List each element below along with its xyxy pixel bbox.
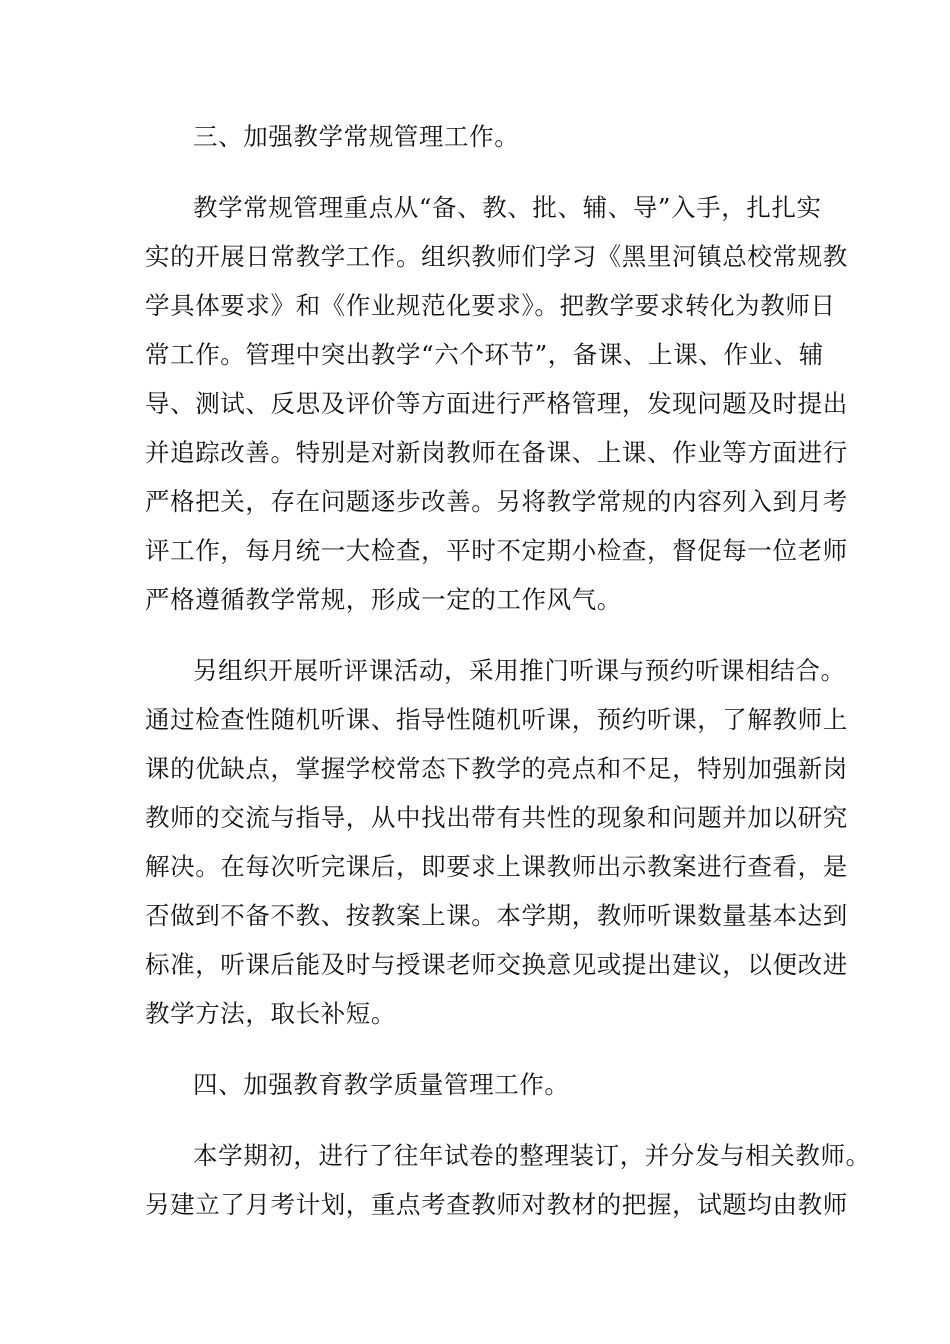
paragraph-line: 常工作。管理中突出教学“六个环节”，备课、上课、作业、辅 bbox=[145, 340, 824, 369]
paragraph-line: 否做到不备不教、按教案上课。本学期，教师听课数量基本达到 bbox=[145, 901, 848, 930]
paragraph-line: 教学常规管理重点从“备、教、批、辅、导”入手，扎扎实 bbox=[193, 193, 822, 222]
section-heading-3: 三、加强教学常规管理工作。 bbox=[193, 122, 520, 151]
paragraph-line: 本学期初，进行了往年试卷的整理装订，并分发与相关教师。 bbox=[193, 1141, 871, 1170]
paragraph-line: 解决。在每次听完课后，即要求上课教师出示教案进行查看，是 bbox=[145, 852, 848, 881]
paragraph-line: 并追踪改善。特别是对新岗教师在备课、上课、作业等方面进行 bbox=[145, 438, 848, 467]
paragraph-line: 实的开展日常教学工作。组织教师们学习《黑里河镇总校常规教 bbox=[145, 242, 848, 271]
paragraph-line: 另组织开展听评课活动，采用推门听课与预约听课相结合。 bbox=[193, 656, 846, 685]
paragraph-line: 标准，听课后能及时与授课老师交换意见或提出建议，以便改进 bbox=[145, 950, 848, 979]
paragraph-line: 评工作，每月统一大检查，平时不定期小检查，督促每一位老师 bbox=[145, 536, 848, 565]
paragraph-line: 导、测试、反思及评价等方面进行严格管理，发现问题及时提出 bbox=[145, 389, 848, 418]
paragraph-line: 教学方法，取长补短。 bbox=[145, 999, 396, 1028]
paragraph-line: 通过检查性随机听课、指导性随机听课，预约听课，了解教师上 bbox=[145, 705, 848, 734]
paragraph-line: 学具体要求》和《作业规范化要求》。把教学要求转化为教师日 bbox=[145, 291, 836, 320]
paragraph-line: 严格把关，存在问题逐步改善。另将教学常规的内容列入到月考 bbox=[145, 487, 848, 516]
paragraph-line: 课的优缺点，掌握学校常态下教学的亮点和不足，特别加强新岗 bbox=[145, 754, 848, 783]
paragraph-line: 另建立了月考计划，重点考查教师对教材的把握，试题均由教师 bbox=[145, 1190, 848, 1219]
paragraph-line: 严格遵循教学常规，形成一定的工作风气。 bbox=[145, 585, 622, 614]
paragraph-line: 教师的交流与指导，从中找出带有共性的现象和问题并加以研究 bbox=[145, 803, 848, 832]
section-heading-4: 四、加强教育教学质量管理工作。 bbox=[193, 1070, 570, 1099]
